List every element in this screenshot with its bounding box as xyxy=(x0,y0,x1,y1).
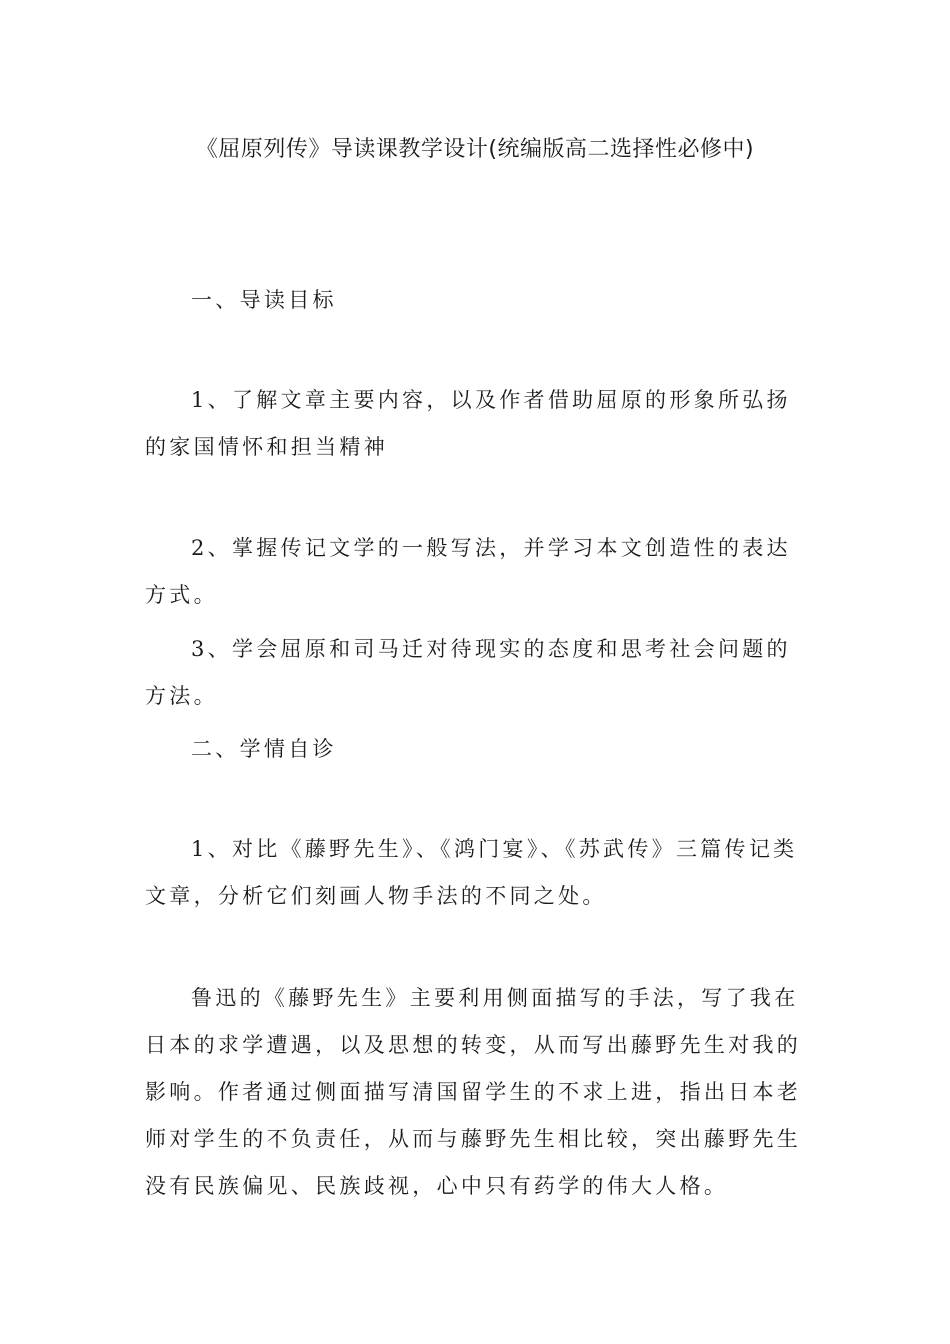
section-heading-goals: 一、导读目标 xyxy=(191,288,337,312)
section-heading-diagnosis: 二、学情自诊 xyxy=(191,737,337,761)
goal-item-2: 2、掌握传记文学的一般写法，并学习本文创造性的表达方式。 xyxy=(145,536,791,607)
goal-item-1: 1、了解文章主要内容，以及作者借助屈原的形象所弘扬的家国情怀和担当精神 xyxy=(145,388,791,459)
goal-item-3: 3、学会屈原和司马迁对待现实的态度和思考社会问题的方法。 xyxy=(145,637,791,708)
diagnosis-answer-paragraph: 鲁迅的《藤野先生》主要利用侧面描写的手法，写了我在日本的求学遭遇，以及思想的转变，从而写出藤野先生对我的影响。作者通过侧面描写清国留学生的不求上进，指出日本老师对学生的不负责任，从而与藤野先生相比较，突出藤野先生没有民族偏见、民族歧视，心中只有药学的伟大人格。 xyxy=(145,986,802,1198)
document-title: 《屈原列传》导读课教学设计(统编版高二选择性必修中) xyxy=(195,137,755,162)
diagnosis-item-1: 1、对比《藤野先生》、《鸿门宴》、《苏武传》三篇传记类文章，分析它们刻画人物手法的不同之处。 xyxy=(145,837,798,908)
